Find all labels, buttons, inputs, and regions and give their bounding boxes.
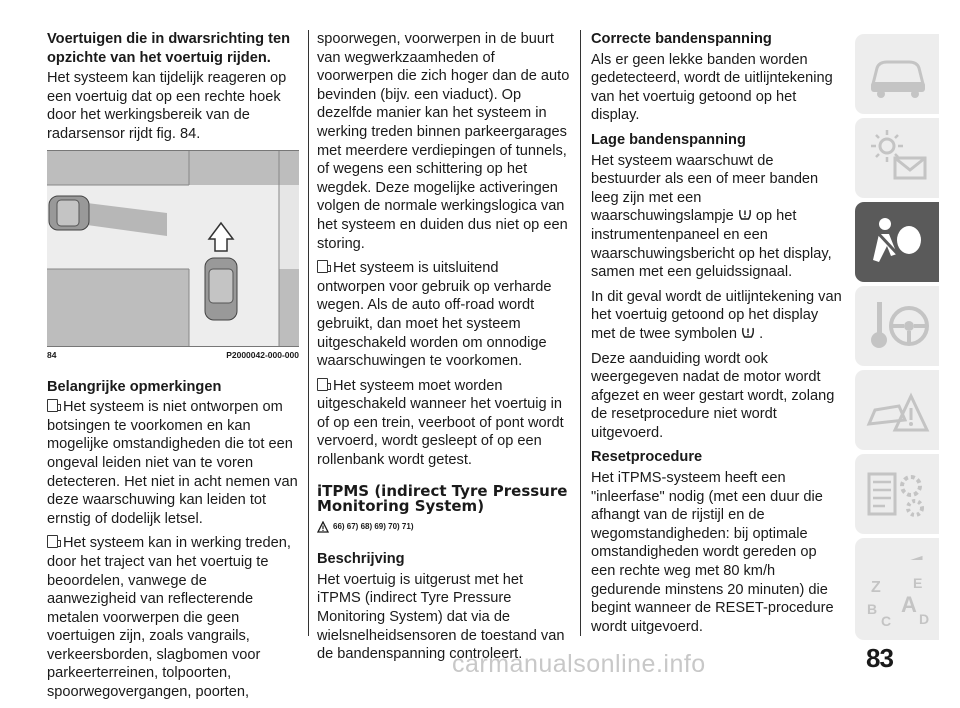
book-icon [47,399,58,412]
paragraph-description: Het voertuig is uitgerust met het iTPMS (indirect Tyre Pressure Monitoring System) dat via de wielsnelheidsensoren de toestand van de bandenspanning controleert. [317,571,565,663]
column-right [591,30,843,642]
paragraph-crossing: Het systeem kan tijdelijk reageren op een voertuig dat op een rechte hoek door het werkingsbereik van de radarsensor rijdt fig. 84. [47,70,287,142]
heading-reset: Resetprocedure [591,449,703,466]
bullet-note-2: Het systeem kan in werking treden, door het traject van het voertuig te beoordelen, vanwege de aanwezigheid van reflecterende metalen voorwerpen die geen voertuigen zijn, zoals vangrails, verkeersborden, slagbomen voor parkeerterreinen, tolpoorten, spoorwegovergangen, poorten, [47,535,291,701]
paragraph-reset: Het iTPMS-systeem heeft een "inleerfase" nodig (met een duur die afhangt van de rijstijl en de wegomstandigheden: bij optimale omstandigheden wordt gereden op een rechte weg met 80 km/h gedurende minstens 20 minuten) die begint wanneer de RESET-procedure wordt uitgevoerd. [591,470,834,635]
heading-correct-pressure: Correcte bandenspanning [591,31,772,47]
heading-description: Beschrijving [317,551,405,568]
paragraph-low-pressure: Het systeem waarschuwt de bestuurder als een of meer banden leeg zijn met een waarschuwingslampje op het instrumentenpaneel en een waarschuwingsbericht op het display, samen met een geluidssignaal. [591,152,832,281]
index-icon [865,570,931,630]
svg-text:Z: Z [871,579,881,596]
figure-code: P2000042-000-000 [226,349,299,360]
maintenance-icon [865,464,931,524]
tab-car-dashboard[interactable] [855,34,939,114]
paragraph-continuation: spoorwegen, voorwerpen in de buurt van wegwerkzaamheden of voorwerpen die zich hoger dan de auto bevinden (bijv. een viaduct). Op dezelfde manier kan het systeem in werking treden binnen parkeergarages met meerdere verdiepingen of tunnels, of wegens een schittering op het wegdek. Deze mogelijke activeringen volgen de normale werkingslogica van het systeem en duiden dus niet op een storing. [317,31,570,252]
paragraph-correct-pressure: Als er geen lekke banden worden gedetecteerd, wordt de uitlijntekening van het voertuig getoond op het display. [591,51,833,124]
figure-number: 84 [47,349,57,360]
crossing-car [49,196,89,230]
warning-references: 66) 67) 68) 69) 70) 71) [317,518,570,537]
book-icon [47,535,58,548]
svg-text:C: C [881,613,892,629]
paragraph-indication: Deze aanduiding wordt ook weergegeven nadat de motor wordt afgezet en weer gestart wordt, zolang de resetprocedure niet wordt uitgevoerd. [591,350,835,441]
road-illustration [47,151,299,346]
tab-index[interactable] [855,560,939,640]
breakdown-icon [865,380,931,440]
figure-caption [47,350,299,360]
column-middle [317,30,570,670]
svg-text:B: B [867,601,878,617]
paragraph-two-symbols: In dit geval wordt de uitlijntekening van het voertuig getoond op het display met de twee symbolen . [591,288,842,342]
book-icon [317,378,328,391]
tyre-pressure-warning-icon [738,207,752,221]
book-icon [317,260,328,273]
key-steering-icon [865,296,931,356]
tab-warning-lights[interactable] [855,118,939,198]
column-divider [580,30,581,636]
bullet-note-3: Het systeem is uitsluitend ontworpen voor gebruik op verharde wegen. Als de auto off-road wordt gebruikt, dan moet het systeem uitgeschakeld worden om onnodige waarschuwingen te voorkomen. [317,260,552,370]
tyre-pressure-warning-icon [741,325,755,339]
safety-airbag-icon [865,212,931,272]
section-title-itpms: iTPMS (indirect Tyre Pressure Monitoring System) [317,481,568,516]
heading-notes: Belangrijke opmerkingen [47,378,222,395]
warning-lights-icon [865,128,931,188]
bullet-note-1: Het systeem is niet ontworpen om botsingen te voorkomen en kan mogelijke omstandigheden die tot een ongeval leiden niet van te voren detecteren. Het niet in acht nemen van deze waarschuwing kan leiden tot ernstig of dodelijk letsel. [47,399,298,527]
figure-84-radar-illustration [47,150,299,347]
tab-safety[interactable] [855,202,939,282]
watermark: carmanualsonline.info [452,650,706,678]
tab-emergency[interactable] [855,370,939,450]
heading-crossing-vehicles: Voertuigen die in dwarsrichting ten opzichte van het voertuig rijden. [47,31,290,66]
tab-starting-driving[interactable] [855,286,939,366]
tab-maintenance[interactable] [855,454,939,534]
warning-triangle-icon [317,521,329,533]
svg-text:E: E [913,575,923,591]
heading-low-pressure: Lage bandenspanning [591,131,746,148]
svg-text:D: D [919,611,930,627]
own-car [205,258,237,320]
svg-text:A: A [901,592,917,617]
column-divider [308,30,309,636]
bullet-note-4: Het systeem moet worden uitgeschakeld wanneer het voertuig in of op een trein, veerboot of pont wordt vervoerd, wordt gesleept of op een rollenbank wordt getest. [317,377,564,469]
page-number: 83 [866,643,893,673]
column-left [47,30,299,708]
car-dashboard-icon [865,44,931,104]
